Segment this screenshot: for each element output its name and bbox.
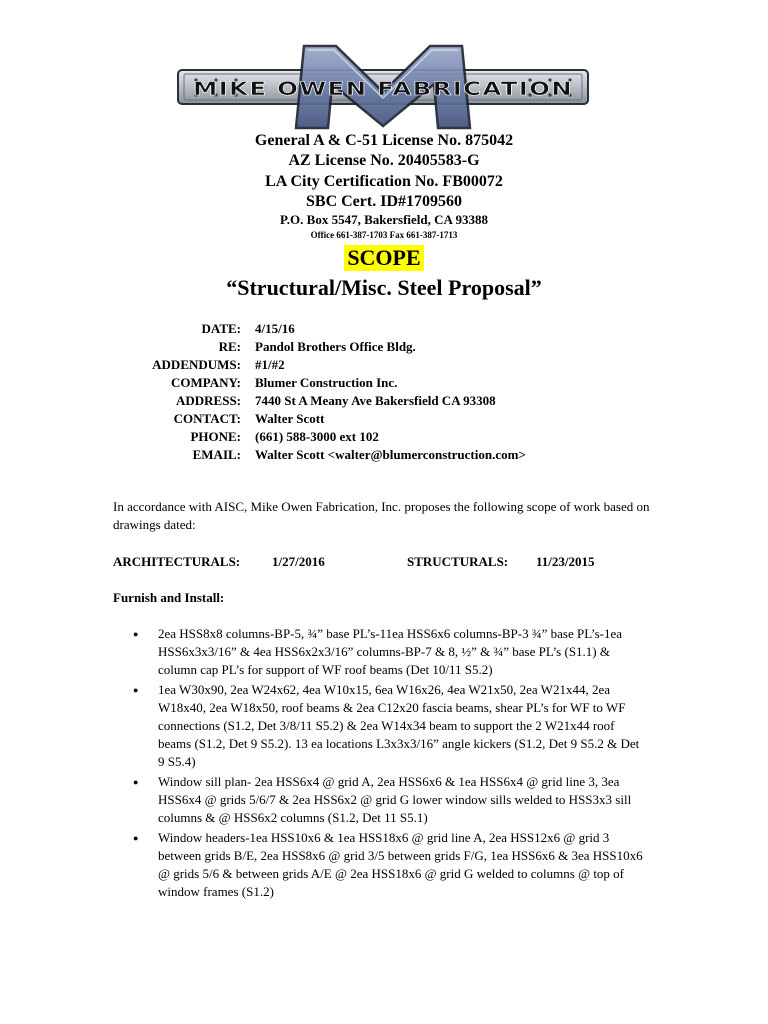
info-label: CONTACT: xyxy=(173,411,241,426)
logo-company-name: MIKE OWEN FABRICATION xyxy=(193,78,573,100)
info-label: COMPANY: xyxy=(170,375,241,390)
info-label: EMAIL: xyxy=(192,447,241,462)
info-row-email xyxy=(100,446,526,464)
scope-item: ● 1ea W30x90, 2ea W24x62, 4ea W10x15, 6ea W16x26, 4ea W21x50, 2ea W21x44, 2ea W18x40, 2ea W18x50, roof beams & 2ea C12x20 fascia beams, shear PL’s for WF to WF connections (S1.2, Det 3/8/11 S5.2) & 2ea W14x34 beam to support the 2 W21x44 roof beams (S1.2, Det 9 S5.2). 13 ea locations L3x3x3/16” angle kickers (S1.2, Det 9 S5.2 & Det 9 S5.4) xyxy=(133,681,643,771)
proposal-title: “Structural/Misc. Steel Proposal” xyxy=(226,275,542,300)
info-value: 4/15/16 xyxy=(255,321,295,336)
license-line-1: General A & C-51 License No. 875042 xyxy=(254,132,514,149)
info-label: RE: xyxy=(218,339,241,354)
info-value: 7440 St A Meany Ave Bakersfield CA 93308 xyxy=(255,393,496,408)
architecturals-label: ARCHITECTURALS: xyxy=(113,554,241,569)
info-value: Walter Scott <walter@blumerconstruction.com> xyxy=(255,447,526,462)
scope-heading: SCOPE xyxy=(344,245,423,271)
structurals-date: 11/23/2015 xyxy=(536,554,595,569)
info-value: (661) 588-3000 ext 102 xyxy=(255,429,379,444)
scope-item: ● Window headers-1ea HSS10x6 & 1ea HSS18x6 @ grid line A, 2ea HSS12x6 @ grid 3 between grids B/E, 2ea HSS8x6 @ grid 3/5 between grids F/G, 1ea HSS6x6 & 3ea HSS10x6 @ grids 5/6 & between grids A/E @ 2ea HSS18x6 @ grid G welded to columns @ top of window frames (S1.2) xyxy=(133,829,643,901)
structurals-label: STRUCTURALS: xyxy=(407,554,509,569)
furnish-install-heading: Furnish and Install: xyxy=(113,590,225,605)
mailing-address: P.O. Box 5547, Bakersfield, CA 93388 xyxy=(280,212,488,227)
info-value: Blumer Construction Inc. xyxy=(255,375,398,390)
logo-graphic xyxy=(176,40,590,130)
info-label: PHONE: xyxy=(190,429,241,444)
info-row-re xyxy=(100,338,526,356)
info-label: ADDRESS: xyxy=(175,393,241,408)
info-value: #1/#2 xyxy=(255,357,285,372)
scope-item: ● Window sill plan- 2ea HSS6x4 @ grid A, 2ea HSS6x6 & 1ea HSS6x4 @ grid line 3, 3ea HSS6x4 @ grids 5/6/7 & 2ea HSS6x2 @ grid G lower window sills welded to HSS3x3 sill columns & @ HSS6x2 columns (S1.2, Det 11 S5.1) xyxy=(133,773,643,827)
info-row-addendums xyxy=(100,356,526,374)
info-label: ADDENDUMS: xyxy=(152,357,241,372)
info-row-contact xyxy=(100,410,526,428)
sbc-cert: SBC Cert. ID#1709560 xyxy=(306,193,462,210)
scope-item: ● 2ea HSS8x8 columns-BP-5, ¾” base PL’s-11ea HSS6x6 columns-BP-3 ¾” base PL’s-1ea HSS6x3x3/16” & 4ea HSS6x2x3/16” columns-BP-7 & 8, ½” & ¾” base PL’s (S1.1) & column cap PL’s for support of WF roof beams (Det 10/11 S5.2) xyxy=(133,625,643,679)
info-row-phone xyxy=(100,428,526,446)
info-value: Pandol Brothers Office Bldg. xyxy=(255,339,416,354)
scope-heading-wrap xyxy=(0,245,768,271)
info-row-address xyxy=(100,392,526,410)
proposal-info xyxy=(100,320,526,464)
info-label: DATE: xyxy=(201,321,241,336)
info-value: Walter Scott xyxy=(255,411,325,426)
info-row-date xyxy=(100,320,526,338)
info-row-company xyxy=(100,374,526,392)
license-line-2: AZ License No. 20405583-G xyxy=(288,152,480,169)
intro-paragraph: In accordance with AISC, Mike Owen Fabrication, Inc. proposes the following scope of work based on drawings dated: xyxy=(113,499,650,532)
city-certification: LA City Certification No. FB00072 xyxy=(265,173,503,190)
scope-item-list xyxy=(133,625,643,903)
architecturals-date: 1/27/2016 xyxy=(272,554,325,569)
company-logo xyxy=(176,40,590,130)
office-fax-numbers: Office 661-387-1703 Fax 661-387-1713 xyxy=(310,230,458,240)
